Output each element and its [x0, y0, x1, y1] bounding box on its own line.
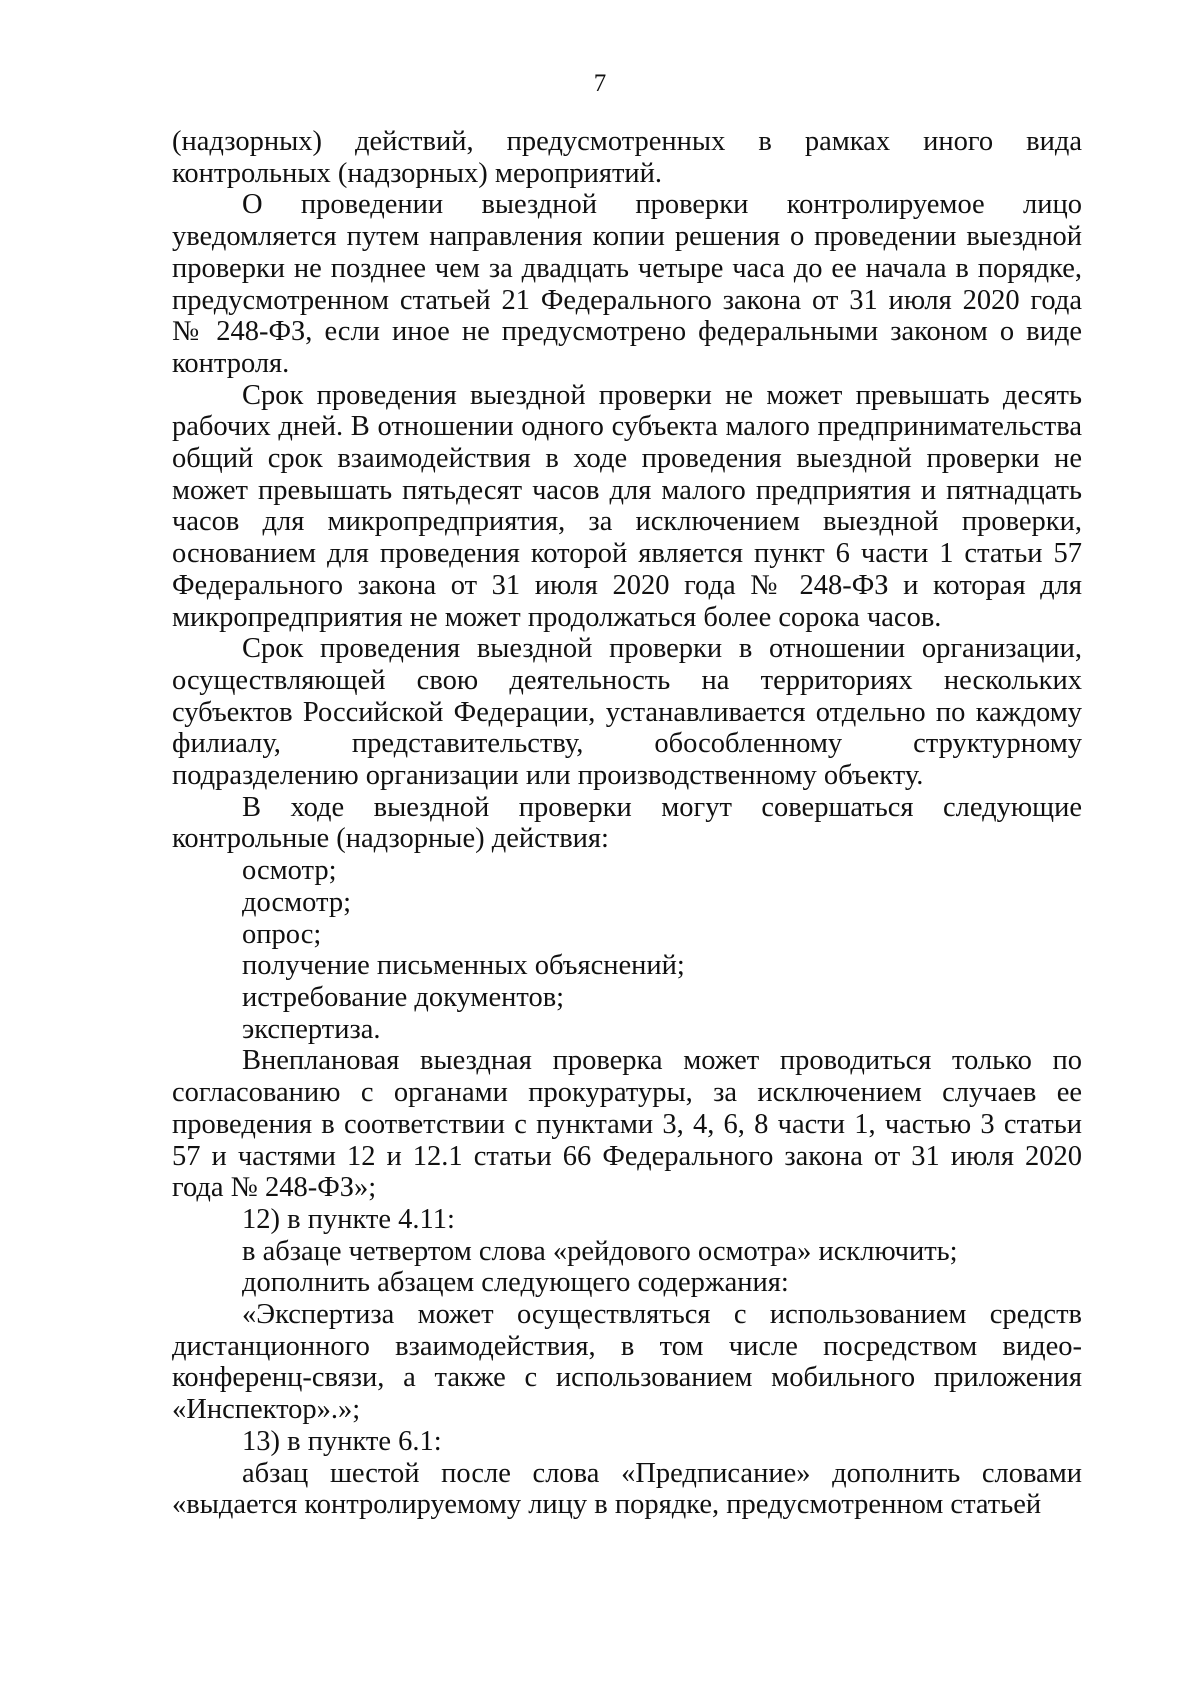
- paragraph-branch-term: Срок проведения выездной проверки в отношении организации, осуществляющей свою деятельность на территориях нескольких субъектов Российской Федерации, устанавливается отдельно по каждому филиалу, представительству, обособленному структурному подразделению организации или производственному объекту.: [172, 633, 1082, 792]
- paragraph-item-12: 12) в пункте 4.11:: [242, 1203, 455, 1235]
- paragraph-item-13: 13) в пункте 6.1:: [242, 1425, 442, 1457]
- list-item-action: истребование документов;: [242, 981, 565, 1013]
- paragraph-item-12-change: в абзаце четвертом слова «рейдового осмотра» исключить;: [242, 1235, 958, 1267]
- paragraph-item-13-change: абзац шестой после слова «Предписание» дополнить словами «выдается контролируемому лицу в порядке, предусмотренном статьей: [172, 1457, 1082, 1521]
- list-item-action: осмотр;: [242, 855, 337, 887]
- paragraph-expertise: «Экспертиза может осуществляться с использованием средств дистанционного взаимодействия, в том числе посредством видео-конференц-связи, а также с использованием мобильного приложения «Инспектор».»;: [172, 1299, 1082, 1426]
- paragraph-notification: О проведении выездной проверки контролируемое лицо уведомляется путем направления копии решения о проведении выездной проверки не позднее чем за двадцать четыре часа до ее начала в порядке, предусмотренном статьей 21 Федерального закона от 31 июля 2020 года № 248-ФЗ, если иное не предусмотрено федеральными законом о виде контроля.: [172, 189, 1082, 379]
- list-item-action: получение письменных объяснений;: [242, 950, 685, 982]
- list-item-action: опрос;: [242, 918, 322, 950]
- paragraph-unscheduled-inspection: Внеплановая выездная проверка может проводиться только по согласованию с органами прокуратуры, за исключением случаев ее проведения в соответствии с пунктами 3, 4, 6, 8 части 1, частью 3 статьи 57 и частями 12 и 12.1 статьи 66 Федерального закона от 31 июля 2020 года № 248-ФЗ»;: [172, 1045, 1082, 1204]
- page-number: 7: [593, 70, 607, 97]
- document-text: [172, 126, 1082, 1521]
- paragraph-continuation: (надзорных) действий, предусмотренных в рамках иного вида контрольных (надзорных) мероприятий.: [172, 126, 1082, 189]
- paragraph-actions-intro: В ходе выездной проверки могут совершаться следующие контрольные (надзорные) действия:: [172, 791, 1082, 855]
- paragraph-inspection-term: Срок проведения выездной проверки не может превышать десять рабочих дней. В отношении одного субъекта малого предпринимательства общий срок взаимодействия в ходе проведения выездной проверки не может превышать пятьдесят часов для малого предприятия и пятнадцать часов для микропредприятия, за исключением выездной проверки, основанием для проведения которой является пункт 6 части 1 статьи 57 Федерального закона от 31 июля 2020 года № 248-ФЗ и которая для микропредприятия не может продолжаться более сорока часов.: [172, 379, 1082, 633]
- list-item-action: экспертиза.: [242, 1013, 381, 1045]
- list-item-action: досмотр;: [242, 886, 351, 918]
- paragraph-item-12-addition: дополнить абзацем следующего содержания:: [242, 1267, 789, 1299]
